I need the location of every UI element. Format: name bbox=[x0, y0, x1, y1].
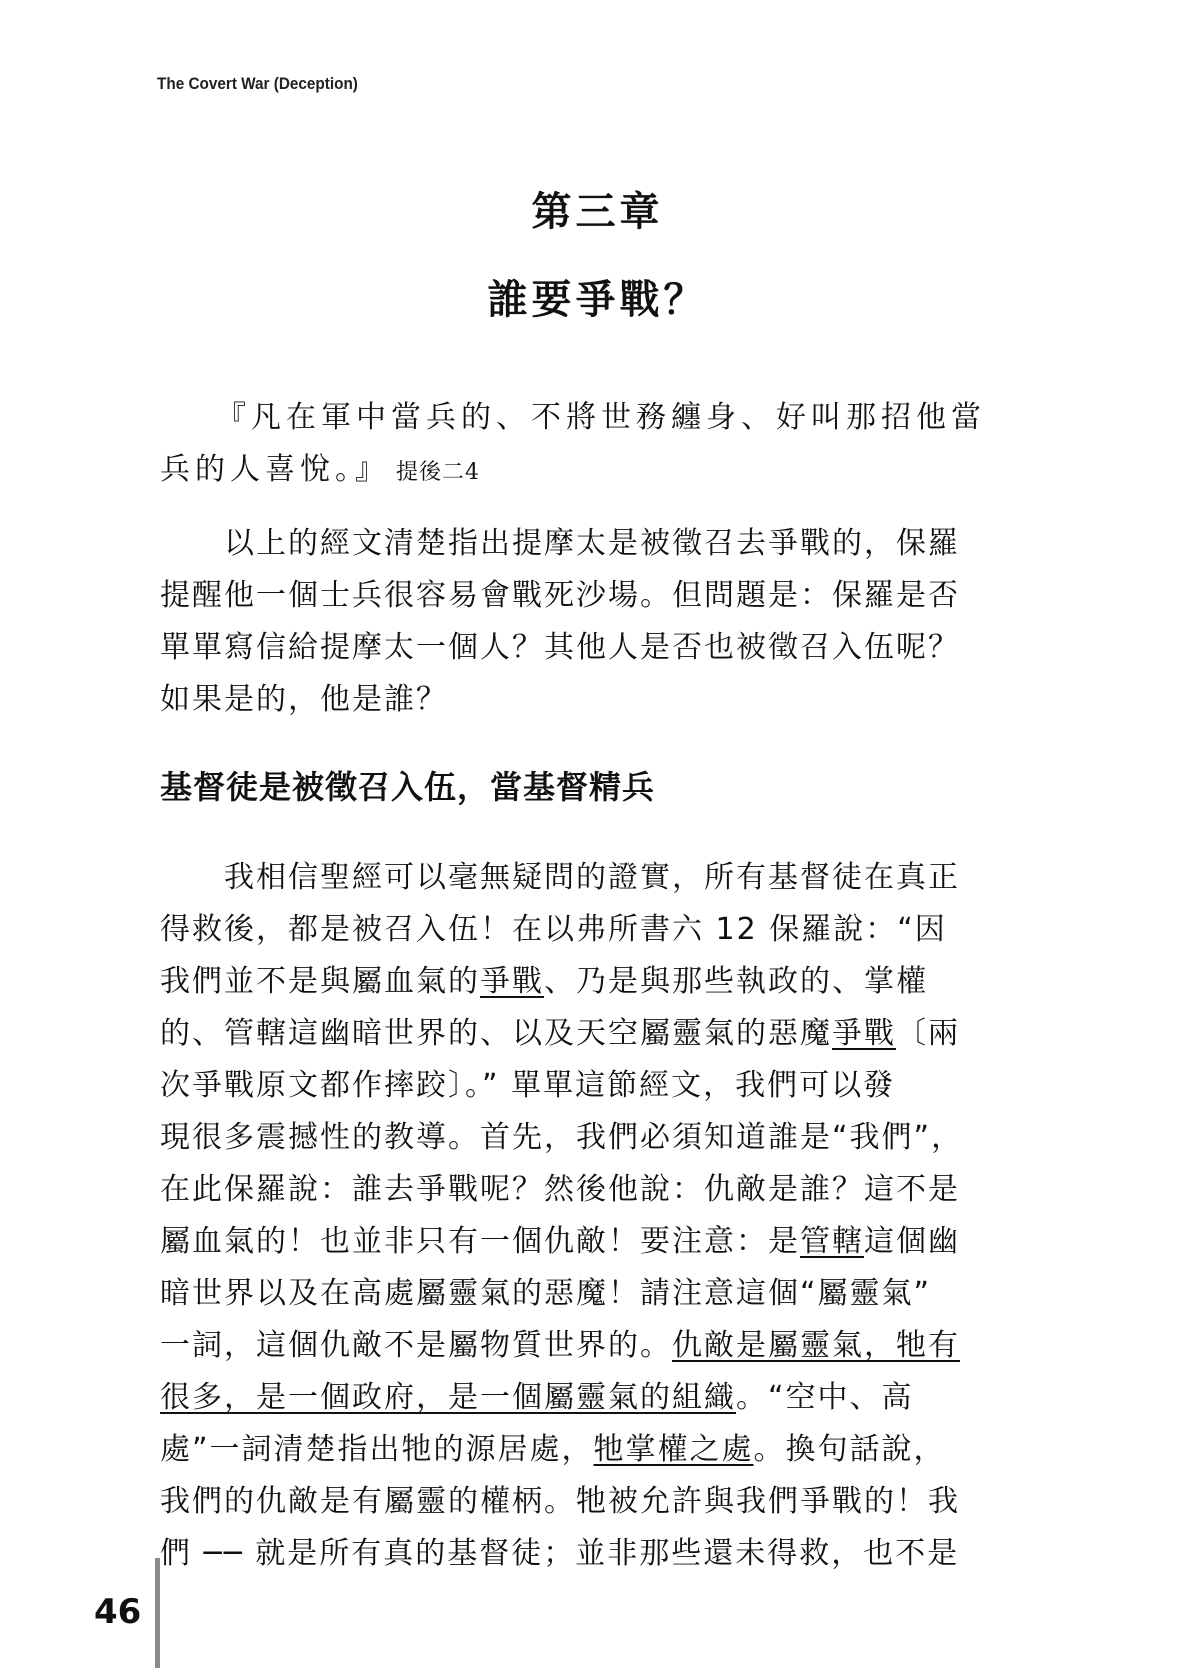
text-run: 這個幽 bbox=[864, 1224, 960, 1259]
paragraph-line: 們 ── 就是所有真的基督徒；並非那些還未得救，也不是 bbox=[160, 1536, 960, 1571]
paragraph-line: 我們的仇敵是有屬靈的權柄。牠被允許與我們爭戰的！我 bbox=[160, 1484, 960, 1519]
paragraph-line bbox=[160, 1320, 1010, 1372]
chapter-title: 誰要爭戰？ bbox=[487, 276, 708, 323]
text-run: 。“空中、高 bbox=[736, 1380, 914, 1415]
paragraph bbox=[160, 852, 1010, 1580]
paragraph-line: 暗世界以及在高處屬靈氣的惡魔！請注意這個“屬靈氣” bbox=[160, 1276, 932, 1311]
paragraph-line: 我相信聖經可以毫無疑問的證實，所有基督徒在真正 bbox=[224, 860, 960, 895]
paragraph bbox=[160, 518, 1010, 726]
text-run: 、乃是與那些執政的、掌權 bbox=[544, 964, 928, 999]
paragraph-line bbox=[160, 1424, 1010, 1476]
scripture-reference: 提後二4 bbox=[396, 460, 480, 485]
epigraph-line bbox=[160, 444, 1000, 499]
paragraph-line: 次爭戰原文都作摔跤〕。” 單單這節經文，我們可以發 bbox=[160, 1068, 896, 1103]
text-run: 屬血氣的！也並非只有一個仇敵！要注意：是 bbox=[160, 1224, 800, 1259]
paragraph-line: 現很多震撼性的教導。首先，我們必須知道誰是“我們”， bbox=[160, 1120, 964, 1155]
underlined-text: 爭戰 bbox=[480, 964, 544, 999]
text-run: 處”一詞清楚指出牠的源居處， bbox=[160, 1432, 594, 1467]
page-number: 46 bbox=[94, 1592, 142, 1632]
page-divider-rule bbox=[155, 1558, 160, 1668]
text-run: 〔兩 bbox=[896, 1016, 960, 1051]
paragraph-line: 得救後，都是被召入伍！在以弗所書六 12 保羅說：“因 bbox=[160, 912, 947, 947]
paragraph-line bbox=[160, 1216, 1010, 1268]
text-run: 一詞，這個仇敵不是屬物質世界的。 bbox=[160, 1328, 672, 1363]
paragraph-line bbox=[160, 1372, 1010, 1424]
underlined-text: 牠掌權之處 bbox=[593, 1432, 754, 1467]
paragraph-line bbox=[160, 1008, 1010, 1060]
underlined-text: 爭戰 bbox=[832, 1016, 896, 1051]
epigraph-line-text: 兵的人喜悅。』 bbox=[160, 452, 390, 487]
text-run: 我們並不是與屬血氣的 bbox=[160, 964, 480, 999]
running-header: The Covert War (Deception) bbox=[157, 74, 358, 93]
underlined-text: 管轄 bbox=[800, 1224, 864, 1259]
section-heading: 基督徒是被徵召入伍，當基督精兵 bbox=[160, 768, 656, 806]
text-run: 的、管轄這幽暗世界的、以及天空屬靈氣的惡魔 bbox=[160, 1016, 832, 1051]
paragraph-line: 單單寫信給提摩太一個人？其他人是否也被徵召入伍呢？ bbox=[160, 630, 960, 665]
paragraph-line: 提醒他一個士兵很容易會戰死沙場。但問題是：保羅是否 bbox=[160, 578, 960, 613]
epigraph bbox=[160, 392, 1000, 499]
underlined-text: 很多，是一個政府，是一個屬靈氣的組織 bbox=[160, 1380, 736, 1415]
paragraph-line: 在此保羅說：誰去爭戰呢？然後他說：仇敵是誰？這不是 bbox=[160, 1172, 960, 1207]
paragraph-line: 如果是的，他是誰？ bbox=[160, 682, 448, 717]
underlined-text: 仇敵是屬靈氣，牠有 bbox=[672, 1328, 960, 1363]
paragraph-line: 以上的經文清楚指出提摩太是被徵召去爭戰的，保羅 bbox=[224, 526, 960, 561]
epigraph-line: 『凡在軍中當兵的、不將世務纏身、好叫那招他當 bbox=[216, 400, 986, 435]
text-run: 。換句話說， bbox=[753, 1432, 946, 1467]
chapter-number: 第三章 bbox=[531, 188, 664, 235]
paragraph-line bbox=[160, 956, 1010, 1008]
